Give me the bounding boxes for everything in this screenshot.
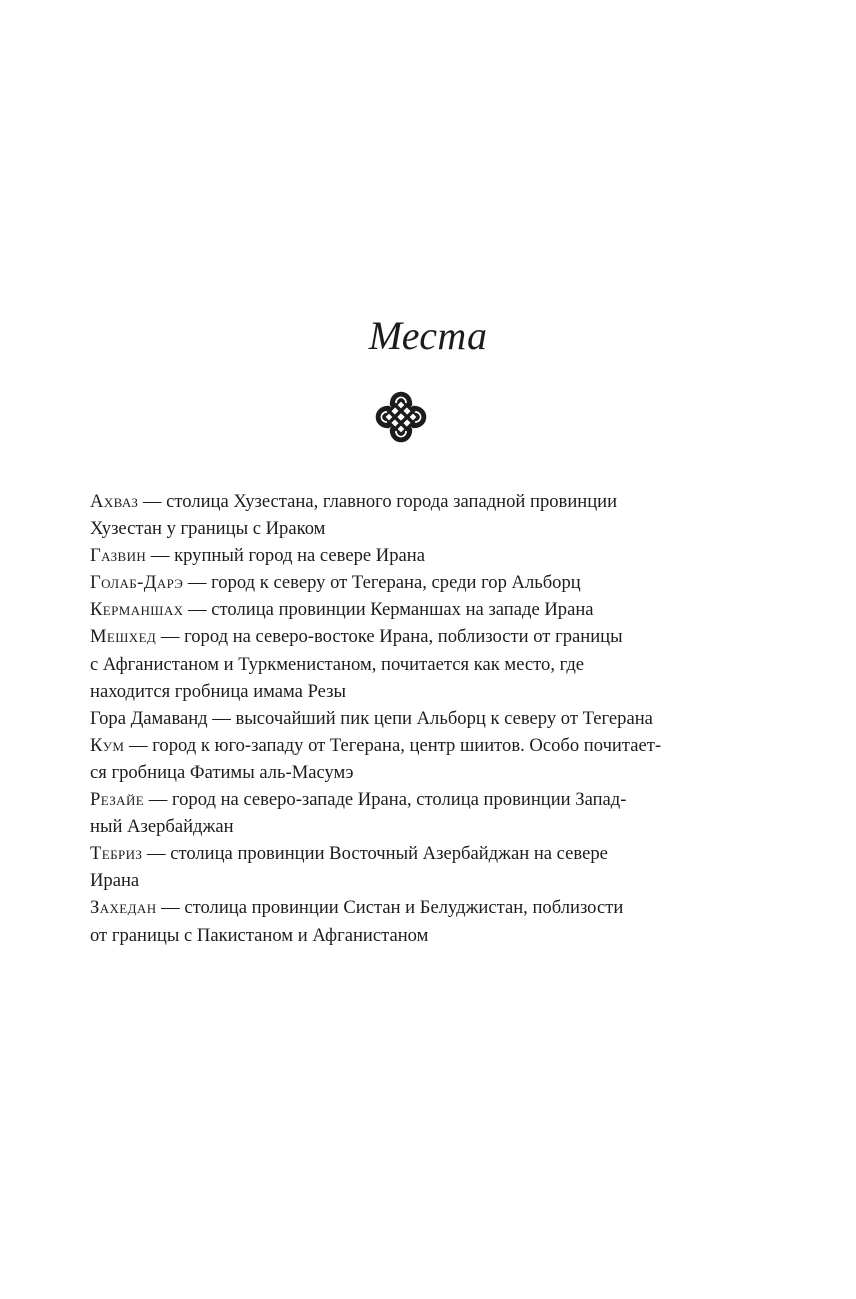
entry-term: Кум	[90, 734, 125, 756]
entry-term: Керманшах	[90, 599, 184, 621]
entry-line: находится гробница имама Резы	[90, 680, 346, 702]
glossary-entry	[90, 488, 770, 542]
entry-line	[90, 732, 770, 759]
entry-line: Ирана	[90, 870, 140, 892]
entry-definition: — крупный город на севере Ирана	[146, 545, 425, 567]
glossary-entry	[90, 732, 770, 786]
entry-line: ся гробница Фатимы аль-Масумэ	[90, 761, 354, 783]
entry-line	[90, 569, 770, 596]
glossary-entry	[90, 705, 770, 732]
entry-line	[90, 786, 770, 813]
entry-term: Резайе	[90, 789, 145, 811]
entry-definition: — столица провинции Восточный Азербайджан на севере	[142, 843, 608, 865]
page-title: Места	[368, 313, 488, 358]
entry-line	[90, 488, 770, 515]
endless-knot-icon	[370, 386, 432, 448]
entry-definition: — город на северо-западе Ирана, столица провинции Запад-	[144, 789, 627, 811]
entry-term: Голаб-Дарэ	[90, 572, 184, 594]
glossary-entry	[90, 786, 770, 840]
glossary-entry	[90, 542, 770, 569]
entry-line	[90, 623, 770, 650]
entry-line	[90, 596, 770, 623]
entry-term: Гора Дамаванд	[90, 707, 208, 729]
entry-definition: — столица провинции Керманшах на западе Ирана	[183, 599, 594, 621]
entry-line: ный Азербайджан	[90, 816, 234, 838]
entry-term: Ахваз	[90, 491, 139, 512]
entry-definition: — город на северо-востоке Ирана, поблизости от границы	[156, 626, 623, 648]
entry-definition: — высочайший пик цепи Альборц к северу от Тегерана	[207, 707, 653, 729]
entry-line: от границы с Пакистаном и Афганистаном	[90, 924, 429, 946]
entry-line	[90, 894, 770, 921]
entry-term: Захедан	[90, 897, 157, 919]
entry-line	[90, 705, 770, 732]
glossary-entry	[90, 596, 770, 623]
entry-definition: — город к северу от Тегерана, среди гор Альборц	[183, 572, 581, 594]
glossary-entry	[90, 840, 770, 894]
entry-definition: — город к юго-западу от Тегерана, центр шиитов. Особо почитает-	[124, 734, 662, 756]
glossary-entry	[90, 623, 770, 704]
places-glossary-list	[90, 488, 770, 949]
entry-term: Тебриз	[90, 843, 143, 865]
entry-term: Газвин	[90, 545, 147, 567]
entry-line: Хузестан у границы с Ираком	[90, 518, 326, 540]
entry-line: с Афганистаном и Туркменистаном, почитается как место, где	[90, 653, 585, 675]
entry-term: Мешхед	[90, 626, 157, 648]
entry-definition: — столица провинции Систан и Белуджистан, поблизости	[156, 897, 624, 919]
entry-definition: — столица Хузестана, главного города западной провинции	[138, 491, 618, 512]
glossary-entry	[90, 894, 770, 948]
glossary-entry	[90, 569, 770, 596]
entry-line	[90, 542, 770, 569]
entry-line	[90, 840, 770, 867]
